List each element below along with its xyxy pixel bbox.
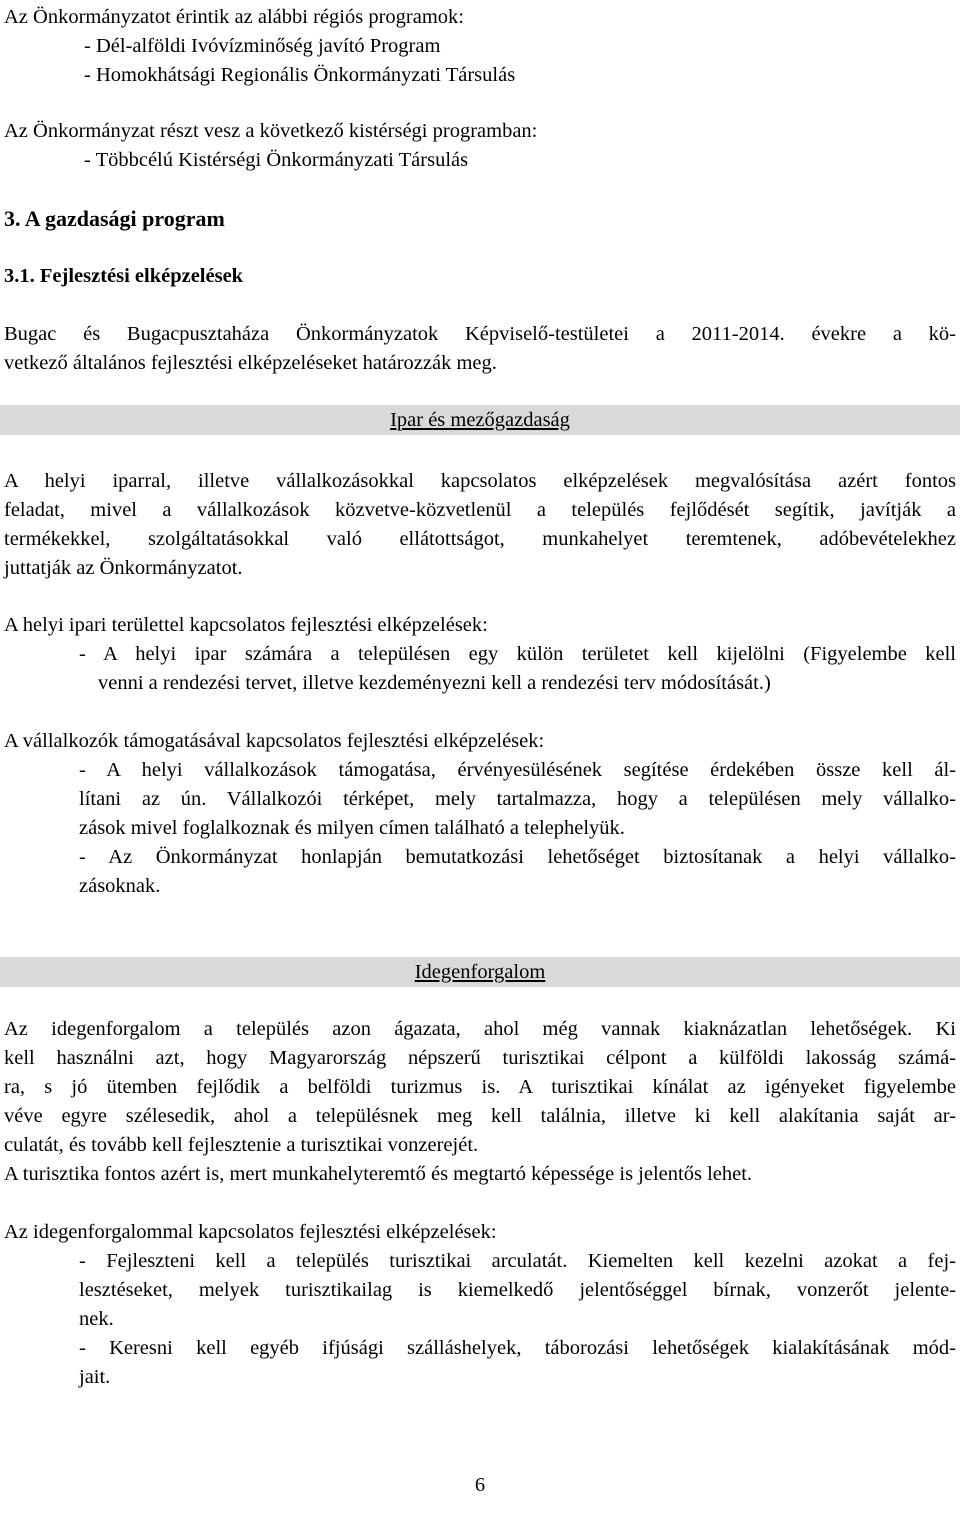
business-support-heading: A vállalkozók támogatásával kapcsolatos fejlesztési elképzelések:	[4, 730, 545, 752]
tourism-paragraph-line: culatát, és tovább kell fejlesztenie a turisztikai vonzerejét.	[4, 1134, 479, 1156]
tourism-development-item-line: - Fejleszteni kell a település turisztikai arculatát. Kiemelten kell kezelni azokat a fej-	[79, 1250, 956, 1272]
tourism-development-item-line: jait.	[79, 1366, 111, 1388]
regional-program-item: - Homokhátsági Regionális Önkormányzati Társulás	[84, 64, 516, 86]
tourism-development-item-line: lesztéseket, melyek turisztikailag is kiemelkedő jelentőséggel bírnak, vonzerőt jelente-	[79, 1279, 956, 1301]
tourism-paragraph-line: kell használni azt, hogy Magyarország népszerű turisztikai célpont a külföldi lakosság számá-	[4, 1047, 956, 1069]
tourism-paragraph-line: A turisztika fontos azért is, mert munkahelyteremtő és megtartó képessége is jelentős lehet.	[4, 1163, 753, 1185]
business-support-item-line: - A helyi vállalkozások támogatása, érvényesülésének segítése érdekében össze kell ál-	[79, 759, 956, 781]
industry-paragraph-line: termékekkel, szolgáltatásokkal való ellátottságot, munkahelyet teremtenek, adóbevételekhez	[4, 528, 956, 550]
subregional-program-item: - Többcélú Kistérségi Önkormányzati Társulás	[84, 149, 469, 171]
tourism-development-item-line: - Keresni kell egyéb ifjúsági szálláshelyek, táborozási lehetőségek kialakításának mód-	[79, 1337, 956, 1359]
tourism-development-heading: Az idegenforgalommal kapcsolatos fejlesztési elképzelések:	[4, 1221, 497, 1243]
regional-programs-heading: Az Önkormányzatot érintik az alábbi régiós programok:	[4, 6, 464, 28]
tourism-paragraph-line: ra, s jó ütemben fejlődik a belföldi turizmus is. A turisztikai kínálat az igényeket figyelembe	[4, 1076, 956, 1098]
industrial-area-item-line: - A helyi ipar számára a településen egy külön területet kell kijelölni (Figyelembe kell	[79, 643, 956, 665]
industry-agriculture-header-text: Ipar és mezőgazdaság	[390, 409, 570, 431]
business-support-item-line: zásoknak.	[79, 875, 161, 897]
industry-paragraph-line: juttatják az Önkormányzatot.	[4, 557, 243, 579]
industrial-area-heading: A helyi ipari területtel kapcsolatos fejlesztési elképzelések:	[4, 614, 488, 636]
section-intro-line: Bugac és Bugacpusztaháza Önkormányzatok Képviselő-testületei a 2011-2014. évekre a kö-	[4, 323, 956, 345]
tourism-paragraph-line: véve egyre szélesedik, ahol a településnek meg kell találnia, illetve ki kell alakítania saját ar-	[4, 1105, 956, 1127]
industry-paragraph-line: A helyi iparral, illetve vállalkozásokkal kapcsolatos elképzelések megvalósítása azért fontos	[4, 470, 956, 492]
industrial-area-item-line: venni a rendezési tervet, illetve kezdeményezni kell a rendezési terv módosítását.)	[98, 672, 771, 694]
business-support-item-line: zások mivel foglalkoznak és milyen címen található a telephelyük.	[79, 817, 625, 839]
subsection-title: 3.1. Fejlesztési elképzelések	[4, 265, 244, 287]
page-number: 6	[474, 1474, 486, 1496]
tourism-header-text: Idegenforgalom	[414, 961, 546, 983]
industry-paragraph-line: feladat, mivel a vállalkozások közvetve-közvetlenül a település fejlődését segítik, javítják a	[4, 499, 956, 521]
subregional-program-heading: Az Önkormányzat részt vesz a következő kistérségi programban:	[4, 120, 538, 142]
industry-agriculture-header	[0, 405, 960, 435]
tourism-development-item-line: nek.	[79, 1308, 114, 1330]
tourism-paragraph-line: Az idegenforgalom a település azon ágazata, ahol még vannak kiaknázatlan lehetőségek. Ki	[4, 1018, 956, 1040]
business-support-item-line: lítani az ún. Vállalkozói térképet, mely tartalmazza, hogy a településen mely vállalko-	[79, 788, 956, 810]
section-title: 3. A gazdasági program	[4, 206, 225, 231]
business-support-item-line: - Az Önkormányzat honlapján bemutatkozási lehetőséget biztosítanak a helyi vállalko-	[79, 846, 956, 868]
regional-program-item: - Dél-alföldi Ivóvízminőség javító Program	[84, 35, 441, 57]
section-intro-line: vetkező általános fejlesztési elképzeléseket határozzák meg.	[4, 352, 497, 374]
tourism-header	[0, 957, 960, 987]
